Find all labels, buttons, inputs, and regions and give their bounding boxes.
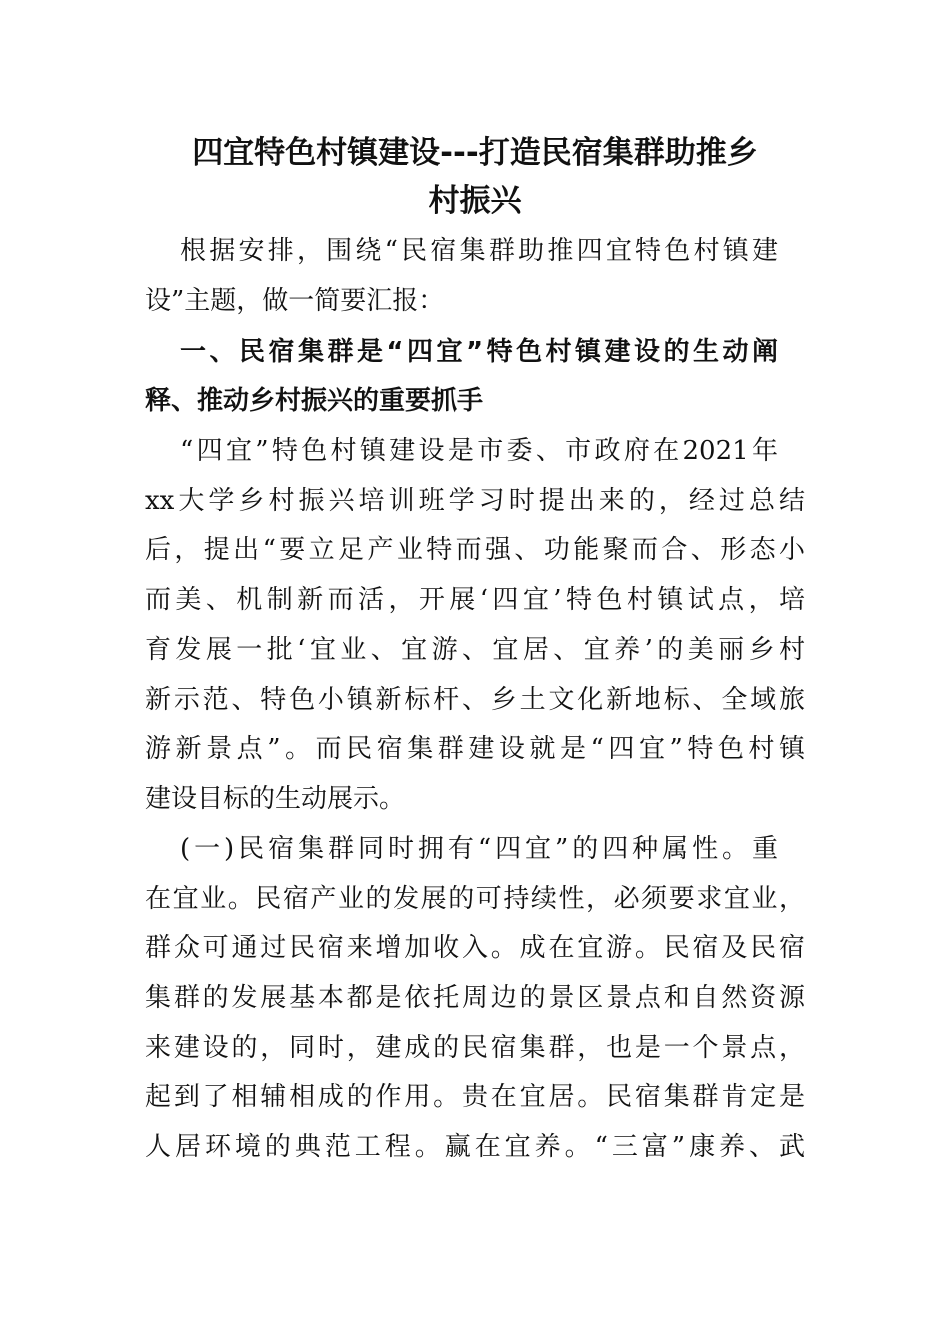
body-paragraph-1-line-2: xx大学乡村振兴培训班学习时提出来的，经过总结 — [145, 486, 805, 516]
body-paragraph-2-line-3: 群众可通过民宿来增加收入。成在宜游。民宿及民宿 — [145, 933, 805, 963]
body-paragraph-2-line-4: 集群的发展基本都是依托周边的景区景点和自然资源 — [145, 983, 805, 1013]
section-heading-line-2: 释、推动乡村振兴的重要抓手 — [145, 386, 484, 416]
intro-line-1: 根据安排，围绕“民宿集群助推四宜特色村镇建 — [180, 236, 778, 266]
body-paragraph-1-line-5: 育发展一批‘宜业、宜游、宜居、宜养’的美丽乡村 — [145, 635, 805, 665]
body-paragraph-1-line-8: 建设目标的生动展示。 — [145, 784, 406, 814]
body-paragraph-1-line-4: 而美、机制新而活，开展‘四宜’特色村镇试点，培 — [145, 585, 805, 615]
body-paragraph-1-line-6: 新示范、特色小镇新标杆、乡土文化新地标、全域旅 — [145, 685, 805, 715]
body-paragraph-2-line-7: 人居环境的典范工程。赢在宜养。“三富”康养、武 — [145, 1132, 805, 1162]
body-paragraph-2-line-5: 来建设的，同时，建成的民宿集群，也是一个景点， — [145, 1033, 805, 1063]
body-paragraph-2-line-1: (一)民宿集群同时拥有“四宜”的四种属性。重 — [180, 834, 778, 864]
body-paragraph-1-line-1: “四宜”特色村镇建设是市委、市政府在2021年 — [180, 436, 778, 466]
section-heading-line-1: 一、民宿集群是“四宜”特色村镇建设的生动阐 — [180, 337, 778, 367]
body-paragraph-1-line-3: 后，提出“要立足产业特而强、功能聚而合、形态小 — [145, 535, 805, 565]
body-paragraph-1-line-7: 游新景点”。而民宿集群建设就是“四宜”特色村镇 — [145, 734, 805, 764]
body-paragraph-2-line-2: 在宜业。民宿产业的发展的可持续性，必须要求宜业， — [145, 884, 805, 914]
document-title-line-1: 四宜特色村镇建设---打造民宿集群助推乡 — [192, 135, 758, 171]
body-paragraph-2-line-6: 起到了相辅相成的作用。贵在宜居。民宿集群肯定是 — [145, 1082, 805, 1112]
intro-line-2: 设”主题，做一简要汇报： — [145, 286, 445, 316]
document-title-line-2: 村振兴 — [428, 183, 522, 219]
